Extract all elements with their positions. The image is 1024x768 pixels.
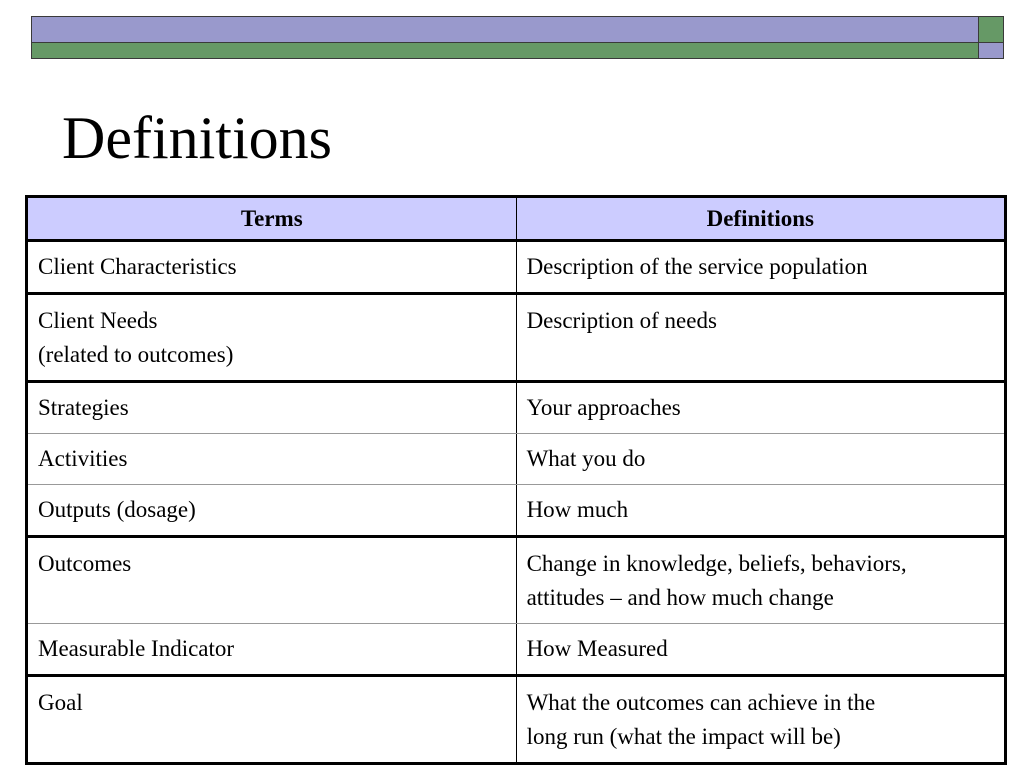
term-text: Client Needs bbox=[38, 308, 158, 333]
definition-cell bbox=[516, 537, 1005, 624]
term-cell bbox=[27, 485, 517, 537]
table-row bbox=[27, 241, 1006, 294]
definition-cell bbox=[516, 382, 1005, 434]
header-bar-green-block bbox=[978, 16, 1004, 43]
table-row bbox=[27, 624, 1006, 676]
definition-text: Description of the service population bbox=[526, 254, 868, 279]
term-text: Outputs (dosage) bbox=[38, 497, 196, 522]
definition-text: attitudes – and how much change bbox=[526, 585, 834, 610]
term-cell bbox=[27, 676, 517, 764]
page-title: Definitions bbox=[62, 105, 332, 171]
header-bar-blue-block bbox=[978, 42, 1004, 59]
column-header-terms: Terms bbox=[27, 197, 517, 241]
definition-text: long run (what the impact will be) bbox=[526, 724, 841, 749]
column-header-definitions: Definitions bbox=[516, 197, 1005, 241]
term-cell bbox=[27, 241, 517, 294]
table-row bbox=[27, 382, 1006, 434]
definition-text: Description of needs bbox=[526, 308, 717, 333]
term-cell bbox=[27, 537, 517, 624]
term-text: Client Characteristics bbox=[38, 254, 237, 279]
table-header-row bbox=[27, 197, 1006, 241]
definition-text: How much bbox=[526, 497, 629, 522]
table-row bbox=[27, 434, 1006, 485]
definition-text: How Measured bbox=[526, 636, 668, 661]
table-row bbox=[27, 537, 1006, 624]
definitions-table bbox=[25, 195, 1007, 765]
term-cell bbox=[27, 382, 517, 434]
definition-cell bbox=[516, 485, 1005, 537]
header-bar-blue bbox=[31, 16, 979, 43]
term-text: Strategies bbox=[38, 395, 129, 420]
table-row bbox=[27, 485, 1006, 537]
definition-text: Your approaches bbox=[526, 395, 681, 420]
term-cell bbox=[27, 294, 517, 382]
definition-text: What the outcomes can achieve in the bbox=[526, 690, 876, 715]
definition-cell bbox=[516, 294, 1005, 382]
definition-cell bbox=[516, 241, 1005, 294]
definition-text: Change in knowledge, beliefs, behaviors, bbox=[526, 551, 907, 576]
term-text: Outcomes bbox=[38, 551, 132, 576]
definition-text: What you do bbox=[526, 446, 646, 471]
table-row bbox=[27, 676, 1006, 764]
term-text: Goal bbox=[38, 690, 83, 715]
term-text: (related to outcomes) bbox=[38, 342, 234, 367]
definition-cell bbox=[516, 624, 1005, 676]
term-text: Measurable Indicator bbox=[38, 636, 235, 661]
table-row bbox=[27, 294, 1006, 382]
definition-cell bbox=[516, 434, 1005, 485]
term-cell bbox=[27, 624, 517, 676]
header-bar-green bbox=[31, 42, 979, 59]
definition-cell bbox=[516, 676, 1005, 764]
term-text: Activities bbox=[38, 446, 128, 471]
term-cell bbox=[27, 434, 517, 485]
